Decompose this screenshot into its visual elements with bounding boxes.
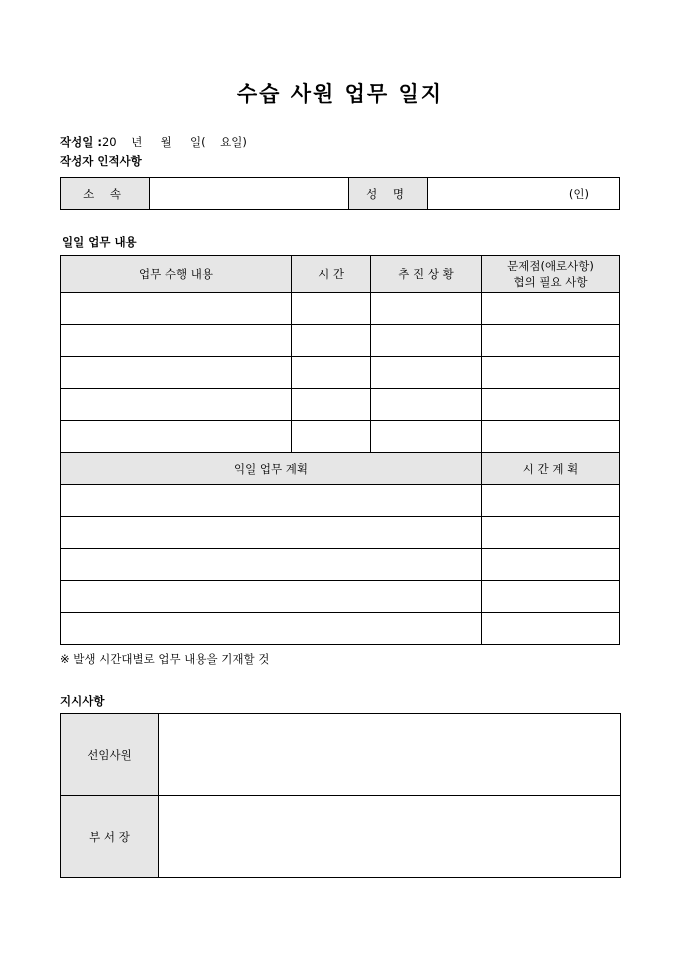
daily-row xyxy=(61,325,620,357)
task-cell[interactable] xyxy=(61,325,292,357)
time-cell[interactable] xyxy=(292,325,371,357)
time-cell[interactable] xyxy=(292,389,371,421)
directive-table xyxy=(60,713,621,878)
note-text: ※ 발생 시간대별로 업무 내용을 기재할 것 xyxy=(60,652,270,666)
issues-cell[interactable] xyxy=(482,421,620,453)
issues-cell[interactable] xyxy=(482,293,620,325)
next-plan-row xyxy=(61,485,620,517)
daily-section-heading: 일일 업무 내용 xyxy=(62,235,137,249)
next-plan-row xyxy=(61,517,620,549)
next-plan-row xyxy=(61,613,620,645)
date-label: 작성일 : xyxy=(60,135,102,149)
seal-mark: (인) xyxy=(568,186,589,201)
daily-work-table xyxy=(60,255,620,645)
progress-header: 추 진 상 황 xyxy=(371,256,482,293)
name-field[interactable] xyxy=(428,178,620,210)
time-plan-cell[interactable] xyxy=(482,549,620,581)
issues-header-line1: 문제점(애로사항) xyxy=(507,259,594,273)
dept-head-label: 부 서 장 xyxy=(61,796,159,878)
personal-section-heading: 작성자 인적사항 xyxy=(60,154,142,168)
task-cell[interactable] xyxy=(61,357,292,389)
document-title: 수습 사원 업무 일지 xyxy=(236,81,444,106)
plan-cell[interactable] xyxy=(61,549,482,581)
personal-info-table xyxy=(60,177,620,210)
task-header: 업무 수행 내용 xyxy=(61,256,292,293)
time-cell[interactable] xyxy=(292,293,371,325)
time-plan-cell[interactable] xyxy=(482,485,620,517)
next-plan-row xyxy=(61,549,620,581)
task-cell[interactable] xyxy=(61,293,292,325)
time-header: 시 간 xyxy=(292,256,371,293)
time-cell[interactable] xyxy=(292,357,371,389)
time-cell[interactable] xyxy=(292,421,371,453)
next-plan-header: 익일 업무 계획 xyxy=(61,453,482,485)
date-line xyxy=(60,134,247,150)
progress-cell[interactable] xyxy=(371,325,482,357)
daily-row xyxy=(61,357,620,389)
directive-section-heading: 지시사항 xyxy=(60,694,105,708)
issues-cell[interactable] xyxy=(482,357,620,389)
progress-cell[interactable] xyxy=(371,421,482,453)
daily-row xyxy=(61,389,620,421)
dept-label: 소 속 xyxy=(61,178,150,210)
issues-cell[interactable] xyxy=(482,325,620,357)
next-plan-row xyxy=(61,581,620,613)
plan-cell[interactable] xyxy=(61,517,482,549)
dept-head-field[interactable] xyxy=(159,796,621,878)
time-plan-cell[interactable] xyxy=(482,517,620,549)
task-cell[interactable] xyxy=(61,421,292,453)
daily-row xyxy=(61,293,620,325)
name-label: 성 명 xyxy=(349,178,428,210)
time-plan-header: 시 간 계 획 xyxy=(482,453,620,485)
progress-cell[interactable] xyxy=(371,293,482,325)
date-text: 20 년 월 일( 요일) xyxy=(101,135,247,149)
time-plan-cell[interactable] xyxy=(482,613,620,645)
time-plan-cell[interactable] xyxy=(482,581,620,613)
issues-header xyxy=(482,256,620,293)
dept-field[interactable] xyxy=(150,178,349,210)
task-cell[interactable] xyxy=(61,389,292,421)
daily-row xyxy=(61,421,620,453)
plan-cell[interactable] xyxy=(61,485,482,517)
issues-header-line2: 협의 필요 사항 xyxy=(513,275,588,289)
progress-cell[interactable] xyxy=(371,389,482,421)
progress-cell[interactable] xyxy=(371,357,482,389)
senior-label: 선임사원 xyxy=(61,714,159,796)
issues-cell[interactable] xyxy=(482,389,620,421)
plan-cell[interactable] xyxy=(61,581,482,613)
plan-cell[interactable] xyxy=(61,613,482,645)
senior-field[interactable] xyxy=(159,714,621,796)
